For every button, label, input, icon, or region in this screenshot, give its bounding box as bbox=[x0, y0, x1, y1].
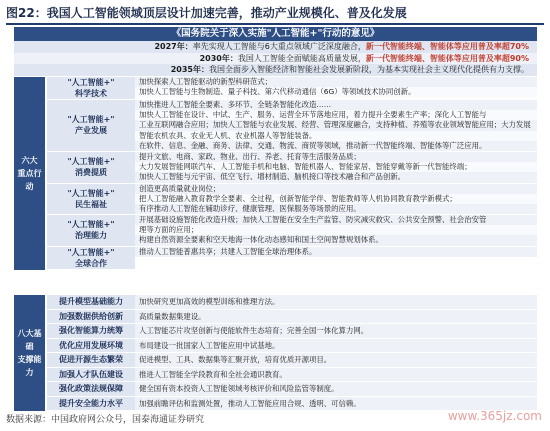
action-item: 加快人工智能在设计、中试、生产、服务、运营全环节落地应用，着力提升全要素生产率；深化人工智能与 bbox=[135, 110, 537, 120]
action-item: 提升文旅、电商、家政、物业、出行、养老、托育等生活服务品质； bbox=[135, 152, 537, 162]
support-group bbox=[47, 310, 537, 325]
action-group bbox=[47, 77, 537, 100]
support-item: 高质量数据集建设。 bbox=[135, 310, 537, 324]
action-item: 加快探索人工智能驱动的新型科研范式； bbox=[135, 77, 537, 87]
section-six-actions bbox=[14, 77, 537, 270]
goal-text: 我国人工智能全面赋能高质量发展， bbox=[237, 53, 366, 63]
goals-block bbox=[14, 41, 537, 76]
actions-table bbox=[14, 77, 537, 270]
action-item: 加快人工智能与元宇宙、低空飞行、增材制造、脑机接口等技术融合和产品创新。 bbox=[135, 172, 537, 182]
action-group-label: "人工智能+" 全球合作 bbox=[47, 247, 135, 269]
figure-title: 图22：我国人工智能领域顶层设计加速完善，推动产业规模化、普及化发展 bbox=[6, 6, 407, 20]
goal-2027 bbox=[14, 41, 537, 53]
goal-year: 2030年： bbox=[199, 53, 238, 63]
support-rows bbox=[47, 295, 537, 411]
action-item: 工业互联网融合应用；加快人工智能与农业发展、经营、管理深度融合，支持种植、养殖等农业领域智能应用；大力发展 bbox=[135, 120, 537, 130]
section-eight-supports bbox=[14, 295, 537, 411]
support-group-label: 加强数据供给创新 bbox=[47, 310, 135, 324]
support-item: 人工智能芯片攻坚创新与使能软件生态培育；完善全国一体化算力网。 bbox=[135, 324, 537, 338]
section-label-support: 八大基础 支撑能力 bbox=[14, 295, 45, 411]
section-label-actions: 六大 重点行动 bbox=[14, 77, 45, 270]
support-group-label: 提升安全能力水平 bbox=[47, 397, 135, 411]
support-group bbox=[47, 382, 537, 397]
action-item: 推动人工智能普惠共享；共建人工智能全球治理体系。 bbox=[135, 247, 537, 257]
action-item: 有序推动人工智能在辅助诊疗、健康管理、医保服务等场景的应用。 bbox=[135, 204, 537, 214]
action-group bbox=[47, 247, 537, 270]
action-item: 构建自然资源全要素和空天地海一体化动态感知和国土空间智慧规划体系。 bbox=[135, 235, 537, 245]
support-table bbox=[14, 295, 537, 411]
action-item: 加快人工智能与生物制造、量子科技、第六代移动通信（6G）等领域技术协同创新。 bbox=[135, 87, 537, 97]
support-group-label: 强化政策法规保障 bbox=[47, 382, 135, 396]
support-item: 健全国有资本投资人工智能领域考核评价和风险监管等制度。 bbox=[135, 382, 537, 396]
goal-2030 bbox=[14, 53, 537, 65]
goal-highlight: 新一代智能终端、智能体等应用普及率超70% bbox=[365, 42, 529, 51]
policy-banner: 《国务院关于深入实施"人工智能+"行动的意见》 bbox=[14, 27, 537, 41]
action-group-label: "人工智能+" 产业发展 bbox=[47, 100, 135, 151]
action-item: 理等方面的应用； bbox=[135, 225, 537, 235]
watermark: www.365jz.com bbox=[447, 409, 542, 423]
action-item: 加快推进人工智能全要素、多环节、全链条智能化改造…… bbox=[135, 100, 537, 110]
action-item: 创造更高质量就业岗位； bbox=[135, 184, 537, 194]
support-group bbox=[47, 353, 537, 368]
action-item: 智能农机农具、农业无人机、农业机器人等智能装备。 bbox=[135, 131, 537, 141]
support-group-label: 优化应用发展环境 bbox=[47, 339, 135, 353]
action-item: 大力发展智能网联汽车、人工智能手机和电脑、智能机器人、智能家居、智能穿戴等新一代智能终端； bbox=[135, 162, 537, 172]
goal-year: 2035年： bbox=[170, 65, 209, 74]
source-note: 数据来源：中国政府网公众号，国泰海通证券研究 bbox=[6, 415, 205, 425]
support-group-label: 促进开源生态繁荣 bbox=[47, 353, 135, 367]
support-item: 推进人工智能全学段教育和全社会通识教育。 bbox=[135, 368, 537, 382]
goal-year: 2027年： bbox=[154, 42, 193, 51]
action-group bbox=[47, 100, 537, 152]
action-item: 把人工智能融入教育教学全要素、全过程，创新智能学伴、智能教师等人机协同教育教学新模式； bbox=[135, 194, 537, 204]
support-group-label: 加强人才队伍建设 bbox=[47, 368, 135, 382]
action-group bbox=[47, 184, 537, 216]
support-item: 布局建设一批国家人工智能应用中试基地。 bbox=[135, 339, 537, 353]
support-group bbox=[47, 324, 537, 339]
support-group-label: 提升模型基础能力 bbox=[47, 295, 135, 309]
support-item: 促进模型、工具、数据集等汇聚开放，培育优质开源项目。 bbox=[135, 353, 537, 367]
action-group bbox=[47, 152, 537, 184]
action-rows bbox=[47, 77, 537, 270]
support-group bbox=[47, 339, 537, 354]
goal-highlight: 新一代智能终端、智能体等应用普及率超90% bbox=[365, 53, 529, 63]
goal-text: 我国全面步入智能经济和智能社会发展新阶段，为基本实现社会主义现代化提供有力支撑。 bbox=[209, 65, 529, 74]
action-group bbox=[47, 215, 537, 247]
goal-text: 率先实现人工智能与6大重点领域广泛深度融合， bbox=[192, 42, 366, 51]
action-item: 开展基础设施智能化改造升级；加快人工智能在安全生产监管、防灾减灾救灾、公共安全预警、社会治安管 bbox=[135, 215, 537, 225]
support-group-label: 强化智能算力统筹 bbox=[47, 324, 135, 338]
action-group-label: "人工智能+" 治理能力 bbox=[47, 215, 135, 246]
action-item: 在软件、信息、金融、商务、法律、交通、物流、商贸等领域，推动新一代智能终端、智能体等广泛应用。 bbox=[135, 141, 537, 151]
support-item: 加强前瞻评估和监测处置，推动人工智能应用合规、透明、可信赖。 bbox=[135, 397, 537, 411]
action-group-label: "人工智能+" 消费提质 bbox=[47, 152, 135, 183]
action-group-label: "人工智能+" 民生福祉 bbox=[47, 184, 135, 215]
support-group bbox=[47, 295, 537, 310]
goal-2035 bbox=[14, 64, 537, 76]
support-group bbox=[47, 368, 537, 383]
action-group-label: "人工智能+" 科学技术 bbox=[47, 77, 135, 99]
support-item: 加快研究更加高效的模型训练和推理方法。 bbox=[135, 295, 537, 309]
title-divider bbox=[6, 23, 544, 25]
